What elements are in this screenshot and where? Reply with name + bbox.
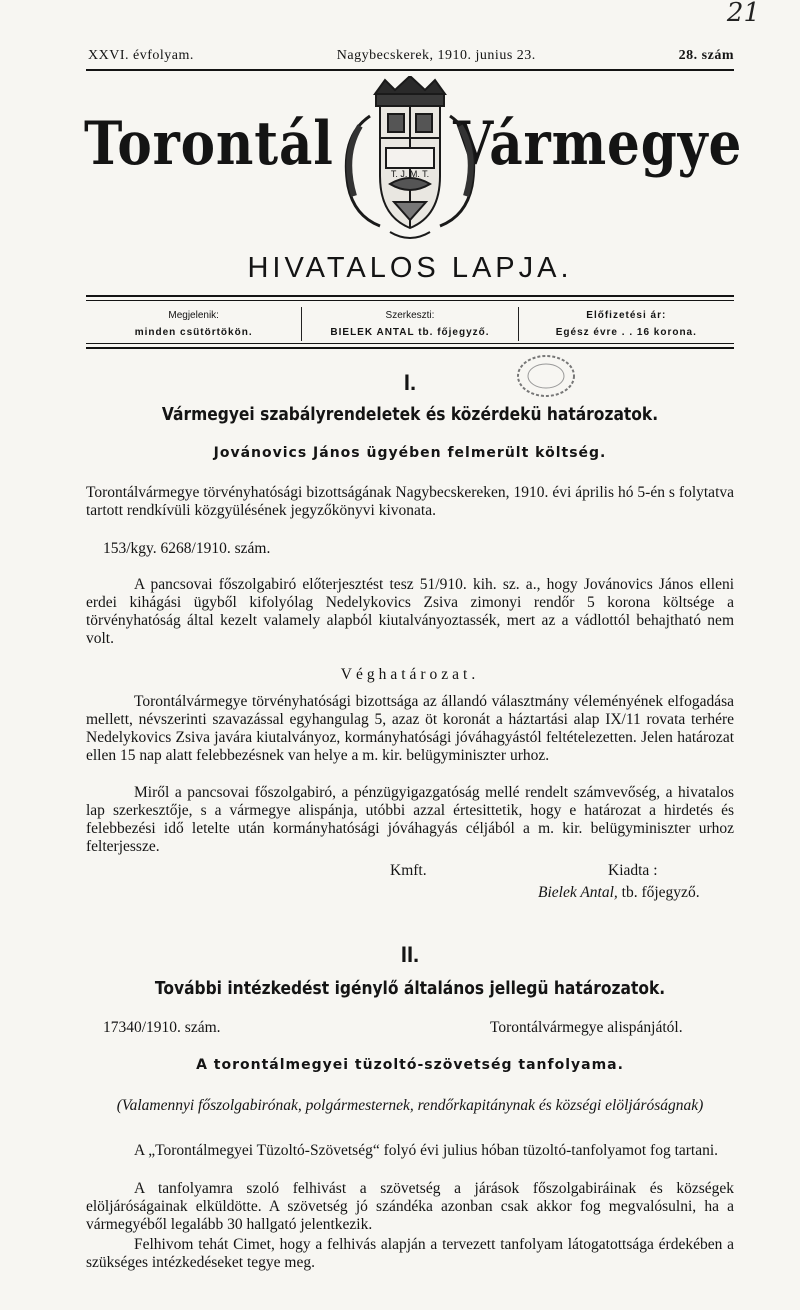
header-rule: [86, 69, 734, 71]
info-rule-top: [86, 295, 734, 297]
crest-inscription: T. J. M. T.: [390, 169, 430, 179]
issue-header: [88, 48, 734, 64]
section-1-subhead: Jovánovics János ügyében felmerült költség.: [213, 445, 607, 461]
info-rule-bottom-thin: [86, 343, 734, 344]
section-1-title: Vármegyei szabályrendeletek és közérdekü határozatok.: [161, 404, 659, 425]
section-1-intro: [86, 484, 734, 520]
paragraph-text: A pancsovai főszolgabiró előterjesztést tesz 51/910. kih. sz. a., hogy Jovánovics János elleni erdei kihágási ügyből kifolyólag Nedelykovics Zsiva zimonyi rendőr 5 korona költsége a törvényhatóság által kezelt valamely alapból kiutalványoztassék, mert az a vádlottól behajtható nem volt.: [86, 576, 734, 647]
signature-line: [538, 884, 700, 902]
editor-label: Szerkeszti:: [385, 310, 435, 321]
section-2-paragraph-3: [86, 1236, 734, 1272]
paragraph-text: Felhivom tehát Cimet, hogy a felhivás alapján a tervezett tanfolyam látogatottsága érdekében a szükséges intézkedéseket tegye meg.: [86, 1236, 734, 1271]
masthead-subtitle: HIVATALOS LAPJA.: [247, 252, 573, 284]
appears-label: Megjelenik:: [168, 310, 219, 321]
section-2-subhead: A torontálmegyei tüzoltó-szövetség tanfolyama.: [196, 1057, 624, 1073]
editor-block: [301, 307, 517, 341]
section-2-paragraph-1: [86, 1142, 734, 1160]
addressees-note: (Valamennyi főszolgabirónak, polgármesternek, rendőrkapitánynak és községi elöljáróságnak): [116, 1097, 704, 1114]
section-2-title: További intézkedést igénylő általános jellegü határozatok.: [154, 978, 666, 999]
volume-label: XXVI. évfolyam.: [88, 48, 194, 63]
paragraph-text: Torontálvármegye törvényhatósági bizottsága az állandó választmány véleményének elfogadása mellett, névszerinti szavazással egyhangulag 5, azaz öt koronát a háztartási alap IX/11 rovata terhére Nedelykovics Zsiva javára kiutalványoz, kormányhatósági jóváhagyástól feltételezetten. Jelen határozat ellen 15 nap alatt felebbezésnek van helye a m. kir. belügyminiszter urhoz.: [86, 693, 734, 764]
masthead-right-word: Vármegye: [452, 109, 742, 179]
section-1-paragraph-3: [86, 784, 734, 856]
price-block: [518, 307, 734, 341]
handwritten-page-number: 21: [726, 0, 760, 28]
section-1-number: I.: [403, 370, 417, 395]
section-1-reference: 153/kgy. 6268/1910. szám.: [103, 540, 271, 557]
editor-value: BIELEK ANTAL tb. főjegyző.: [330, 327, 490, 338]
appears-value: minden csütörtökön.: [134, 327, 253, 338]
decision-heading: Véghatározat.: [340, 666, 480, 683]
section-2-number: II.: [400, 942, 420, 967]
coat-of-arms-icon: [330, 76, 490, 246]
price-label: Előfizetési ár:: [586, 310, 667, 321]
price-value: Egész évre . . 16 korona.: [555, 327, 697, 338]
intro-text: Torontálvármegye törvényhatósági bizottságának Nagybecskereken, 1910. évi április hó 5-én s folytatva tartott rendkívüli közgyülésének jegyzőkönyvi kivonata.: [86, 484, 734, 519]
paragraph-text: Miről a pancsovai főszolgabiró, a pénzügyigazgatóság mellé rendelt számvevőség, a hivatalos lap szerkesztője, s a vármegye alispánja, utóbbi azzal értesittetik, hogy e határozat a hirdetés és felebbezési idő letelte után kormányhatósági jóváhagyás céljából a m. kir. belügyminiszter urhoz felterjessze.: [86, 784, 734, 855]
info-rule-bottom: [86, 347, 734, 349]
paragraph-text: A tanfolyamra szoló felhivást a szövetség a járások főszolgabiráinak és községek elöljáróságainak elküldötte. A szövetség jó szándéka azonban csak akkor fog megvalósulni, ha a vármegyéből legalább 30 hallgató jelentkezik.: [86, 1180, 734, 1233]
masthead-left-word: Torontál: [84, 109, 334, 179]
issue-number: 28. szám: [678, 48, 734, 63]
appears-block: [86, 307, 301, 341]
section-2-paragraph-2: [86, 1180, 734, 1234]
section-1-paragraph-2: [86, 693, 734, 765]
issued-label: Kiadta :: [608, 862, 658, 879]
signer-name: Bielek Antal,: [538, 884, 618, 901]
info-bar: [86, 307, 734, 341]
section-2-reference: 17340/1910. szám.: [103, 1019, 221, 1036]
place-date: Nagybecskerek, 1910. junius 23.: [336, 48, 536, 63]
paragraph-text: A „Torontálmegyei Tüzoltó-Szövetség“ folyó évi julius hóban tüzoltó-tanfolyamot fog tartani.: [134, 1142, 719, 1159]
kmft-mark: Kmft.: [390, 862, 427, 879]
section-1-paragraph-1: [86, 576, 734, 648]
section-2-from: Torontálvármegye alispánjától.: [490, 1019, 683, 1036]
signer-title: tb. főjegyző.: [621, 884, 700, 901]
info-rule-top-thin: [86, 300, 734, 301]
